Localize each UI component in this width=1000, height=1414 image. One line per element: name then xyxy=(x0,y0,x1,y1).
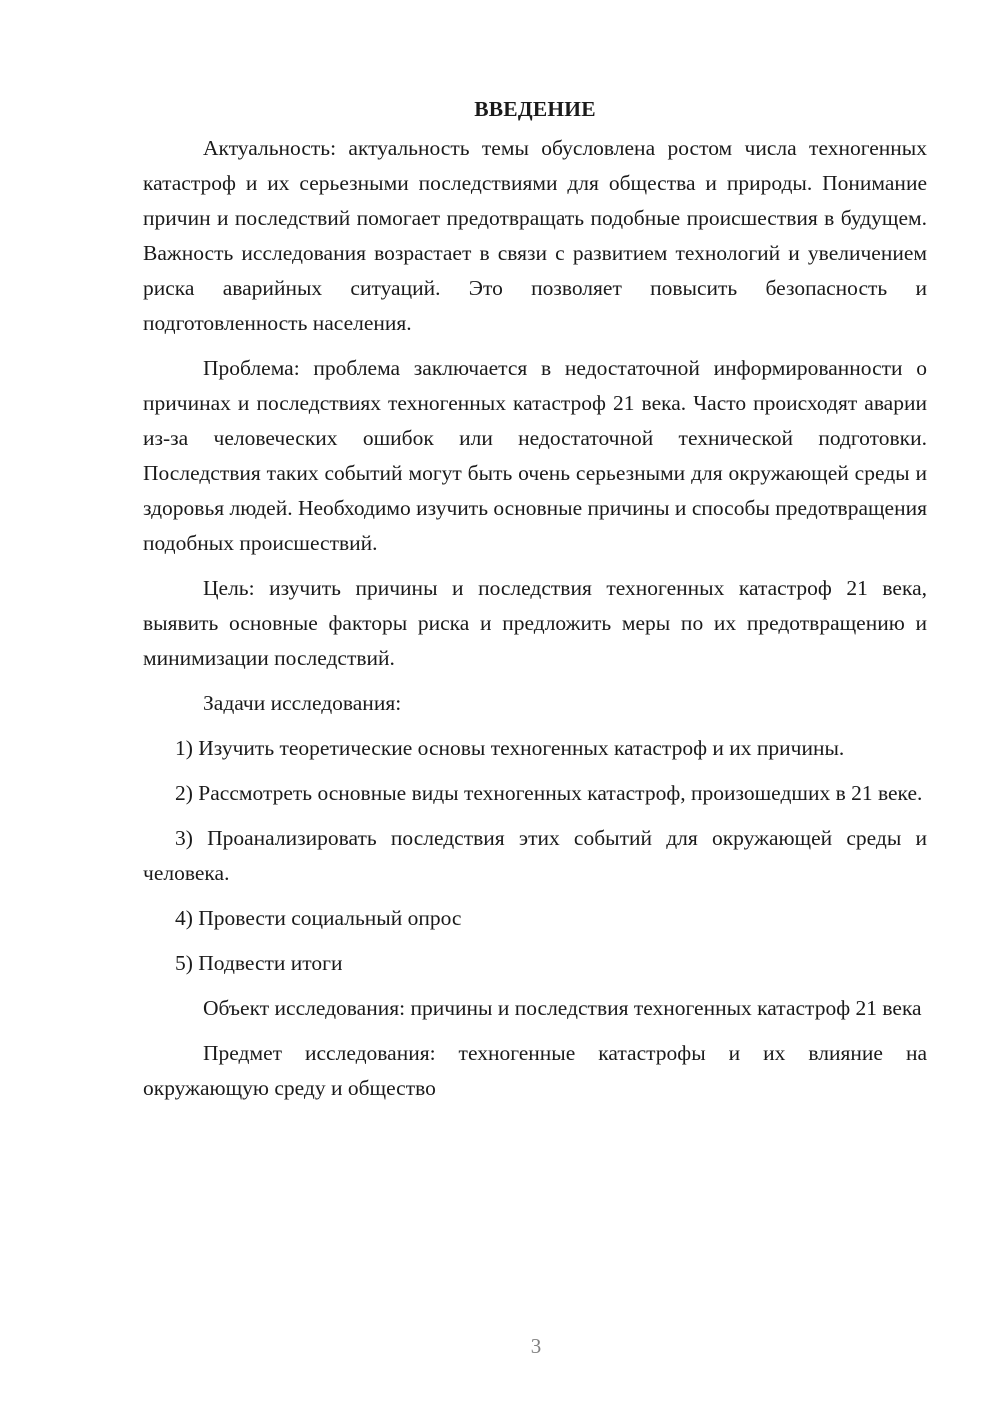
goal-paragraph: Цель: изучить причины и последствия техногенных катастроф 21 века, выявить основные факторы риска и предложить меры по их предотвращению и минимизации последствий. xyxy=(143,576,927,670)
tasks-list xyxy=(143,731,927,981)
tasks-heading: Задачи исследования: xyxy=(203,691,402,715)
list-item: 5) Подвести итоги xyxy=(175,951,343,975)
section-title: ВВЕДЕНИЕ xyxy=(474,97,596,121)
relevance-paragraph: Актуальность: актуальность темы обусловлена ростом числа техногенных катастроф и их серьезными последствиями для общества и природы. Понимание причин и последствий помогает предотвращать подобные происшествия в будущем. Важность исследования возрастает в связи с развитием технологий и увеличением риска аварийных ситуаций. Это позволяет повысить безопасность и подготовленность населения. xyxy=(143,136,927,335)
page-number: 3 xyxy=(530,1334,542,1358)
document-page xyxy=(143,92,927,1106)
list-item: 2) Рассмотреть основные виды техногенных катастроф, произошедших в 21 веке. xyxy=(175,781,923,805)
list-item: 1) Изучить теоретические основы техногенных катастроф и их причины. xyxy=(175,736,845,760)
list-item: 3) Проанализировать последствия этих событий для окружающей среды и человека. xyxy=(143,826,927,885)
object-paragraph: Объект исследования: причины и последствия техногенных катастроф 21 века xyxy=(203,996,922,1020)
problem-paragraph: Проблема: проблема заключается в недостаточной информированности о причинах и последствиях техногенных катастроф 21 века. Часто происходят аварии из-за человеческих ошибок или недостаточной технической подготовки. Последствия таких событий могут быть очень серьезными для окружающей среды и здоровья людей. Необходимо изучить основные причины и способы предотвращения подобных происшествий. xyxy=(143,356,927,555)
list-item: 4) Провести социальный опрос xyxy=(175,906,462,930)
subject-paragraph: Предмет исследования: техногенные катастрофы и их влияние на окружающую среду и общество xyxy=(143,1041,927,1100)
